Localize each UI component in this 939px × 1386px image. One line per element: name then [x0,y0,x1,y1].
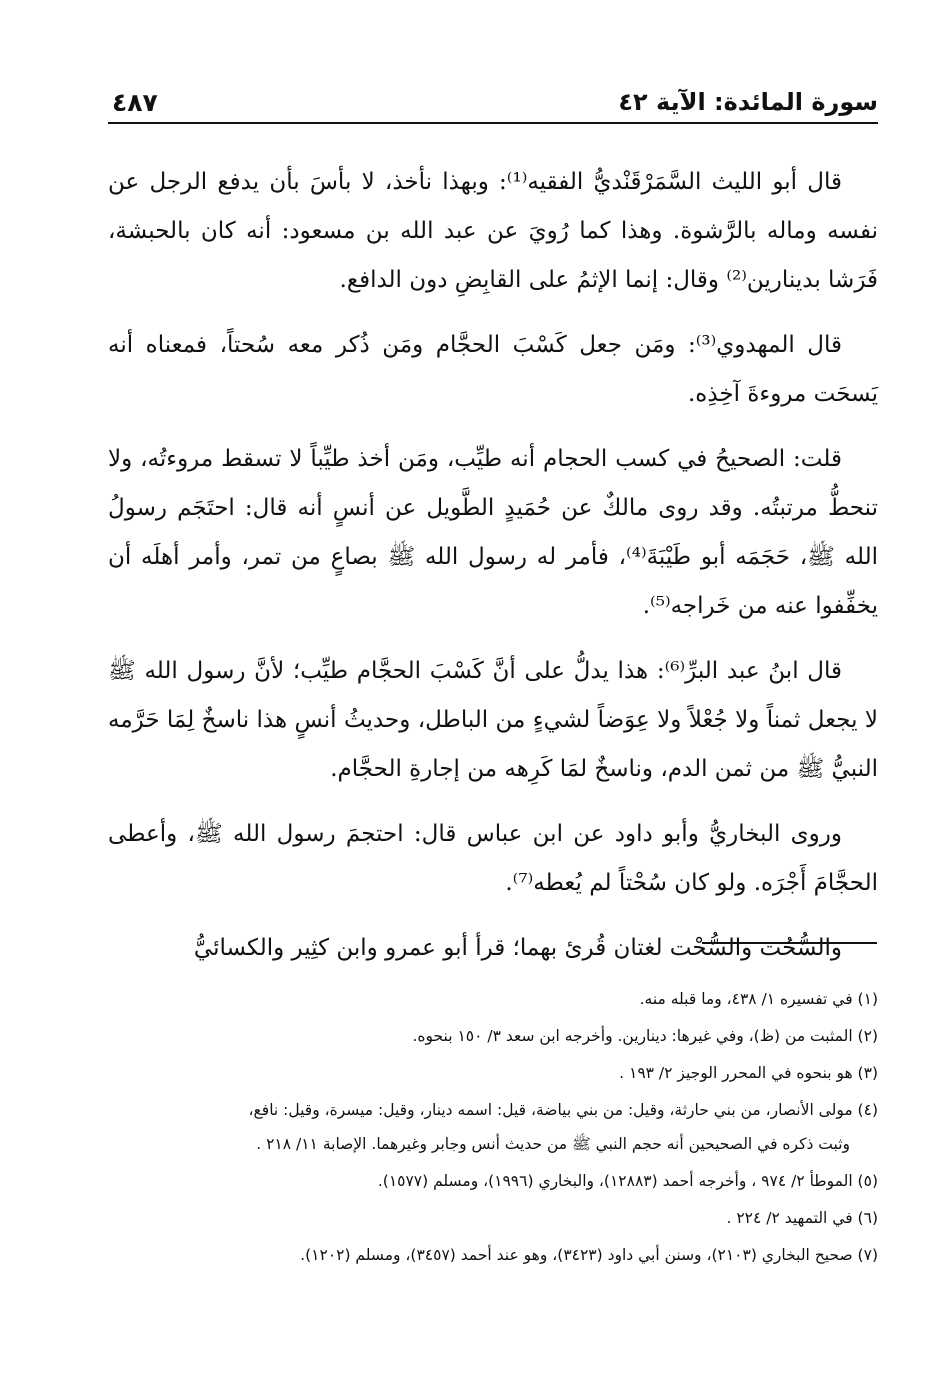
paragraph: قال المهدوي⁽³⁾: ومَن جعل كَسْبَ الحجَّام ومَن ذُكر معه سُحتاً، فمعناه أنه يَسحَت مروءةَ آخِذِه. [108,332,878,407]
paragraph: قال ابنُ عبد البرِّ⁽⁶⁾: هذا يدلُّ على أنَّ كَسْبَ الحجَّام طيِّب؛ لأنَّ رسول الله ﷺ لا يجعل ثمناً ولا جُعْلاً ولا عِوَضاً لشيءٍ من الباطل، وحديثُ أنسٍ هذا ناسخٌ لِمَا حَرَّمه النبيُّ ﷺ من ثمن الدم، وناسخٌ لمَا كَرِهه من إجارةِ الحجَّام. [108,658,878,782]
footnote-7: (٧) صحيح البخاري (٢١٠٣)، وسنن أبي داود (٣٤٢٣)، وهو عند أحمد (٣٤٥٧)، ومسلم (١٢٠٢). [300,1246,878,1264]
footnote-6: (٦) في التمهيد ٢/ ٢٢٤ . [726,1209,878,1227]
footnote-5: (٥) الموطأ ٢/ ٩٧٤ ، وأخرجه أحمد (١٢٨٨٣)، والبخاري (١٩٩٦)، ومسلم (١٥٧٧). [377,1172,878,1190]
footnote-3: (٣) هو بنحوه في المحرر الوجيز ٢/ ١٩٣ . [619,1064,878,1082]
paragraph: والسُّحُت والسُّحْت لغتان قُرئ بهما؛ قرأ أبو عمرو وابن كثِير والكسائيُّ [193,935,842,961]
page-number: ٤٨٧ [112,88,158,117]
paragraph: قال أبو الليث السَّمَرْقَنْديُّ الفقيه⁽¹⁾: وبهذا نأخذ، لا بأسَ بأن يدفع الرجل عن نفسه وماله بالرَّشوة. وهذا كما رُويَ عن عبد الله بن مسعود: أنه كان بالحبشة، فَرَشا بدينارين⁽²⁾ وقال: إنما الإثمُ على القابِضِ دون الدافع. [108,169,878,293]
footnote-1: (١) في تفسيره ١/ ٤٣٨، وما قبله منه. [639,990,878,1008]
header-rule [108,122,878,124]
running-title: سورة المائدة: الآية ٤٢ [618,88,878,116]
footnote-2: (٢) المثبت من (ظ)، وفي غيرها: دينارين. وأخرجه ابن سعد ٣/ ١٥٠ بنحوه. [412,1027,878,1045]
footnote-4-continuation: وثبت ذكره في الصحيحين أنه حجم النبي ﷺ من حديث أنس وجابر وغيرهما. الإصابة ١١/ ٢١٨ . [256,1135,850,1153]
footnote-4: (٤) مولى الأنصار، من بني حارثة، وقيل: من بني بياضة، قيل: اسمه دينار، وقيل: ميسرة، وقيل: نافع، [248,1101,878,1119]
footnotes [108,982,878,1275]
page-header [108,82,878,122]
paragraph: قلت: الصحيحُ في كسب الحجام أنه طيِّب، ومَن أخذ طيِّباً لا تسقط مروءتُه، ولا تنحطُّ مرتبتُه. وقد روى مالكٌ عن حُمَيدٍ الطَّويل عن أنسٍ أنه قال: احتَجَم رسولُ الله ﷺ، حَجَمَه أبو طَيْبَةَ⁽⁴⁾، فأمر له رسول الله ﷺ بصاعٍ من تمر، وأمر أهلَه أن يخفِّفوا عنه من خَراجه⁽⁵⁾. [108,446,879,619]
paragraph: وروى البخاريُّ وأبو داود عن ابن عباس قال: احتجمَ رسول الله ﷺ، وأعطى الحجَّامَ أَجْرَه. ولو كان سُحْتاً لم يُعطه⁽⁷⁾. [108,821,878,896]
main-text [108,158,878,989]
footnote-separator [702,942,877,944]
